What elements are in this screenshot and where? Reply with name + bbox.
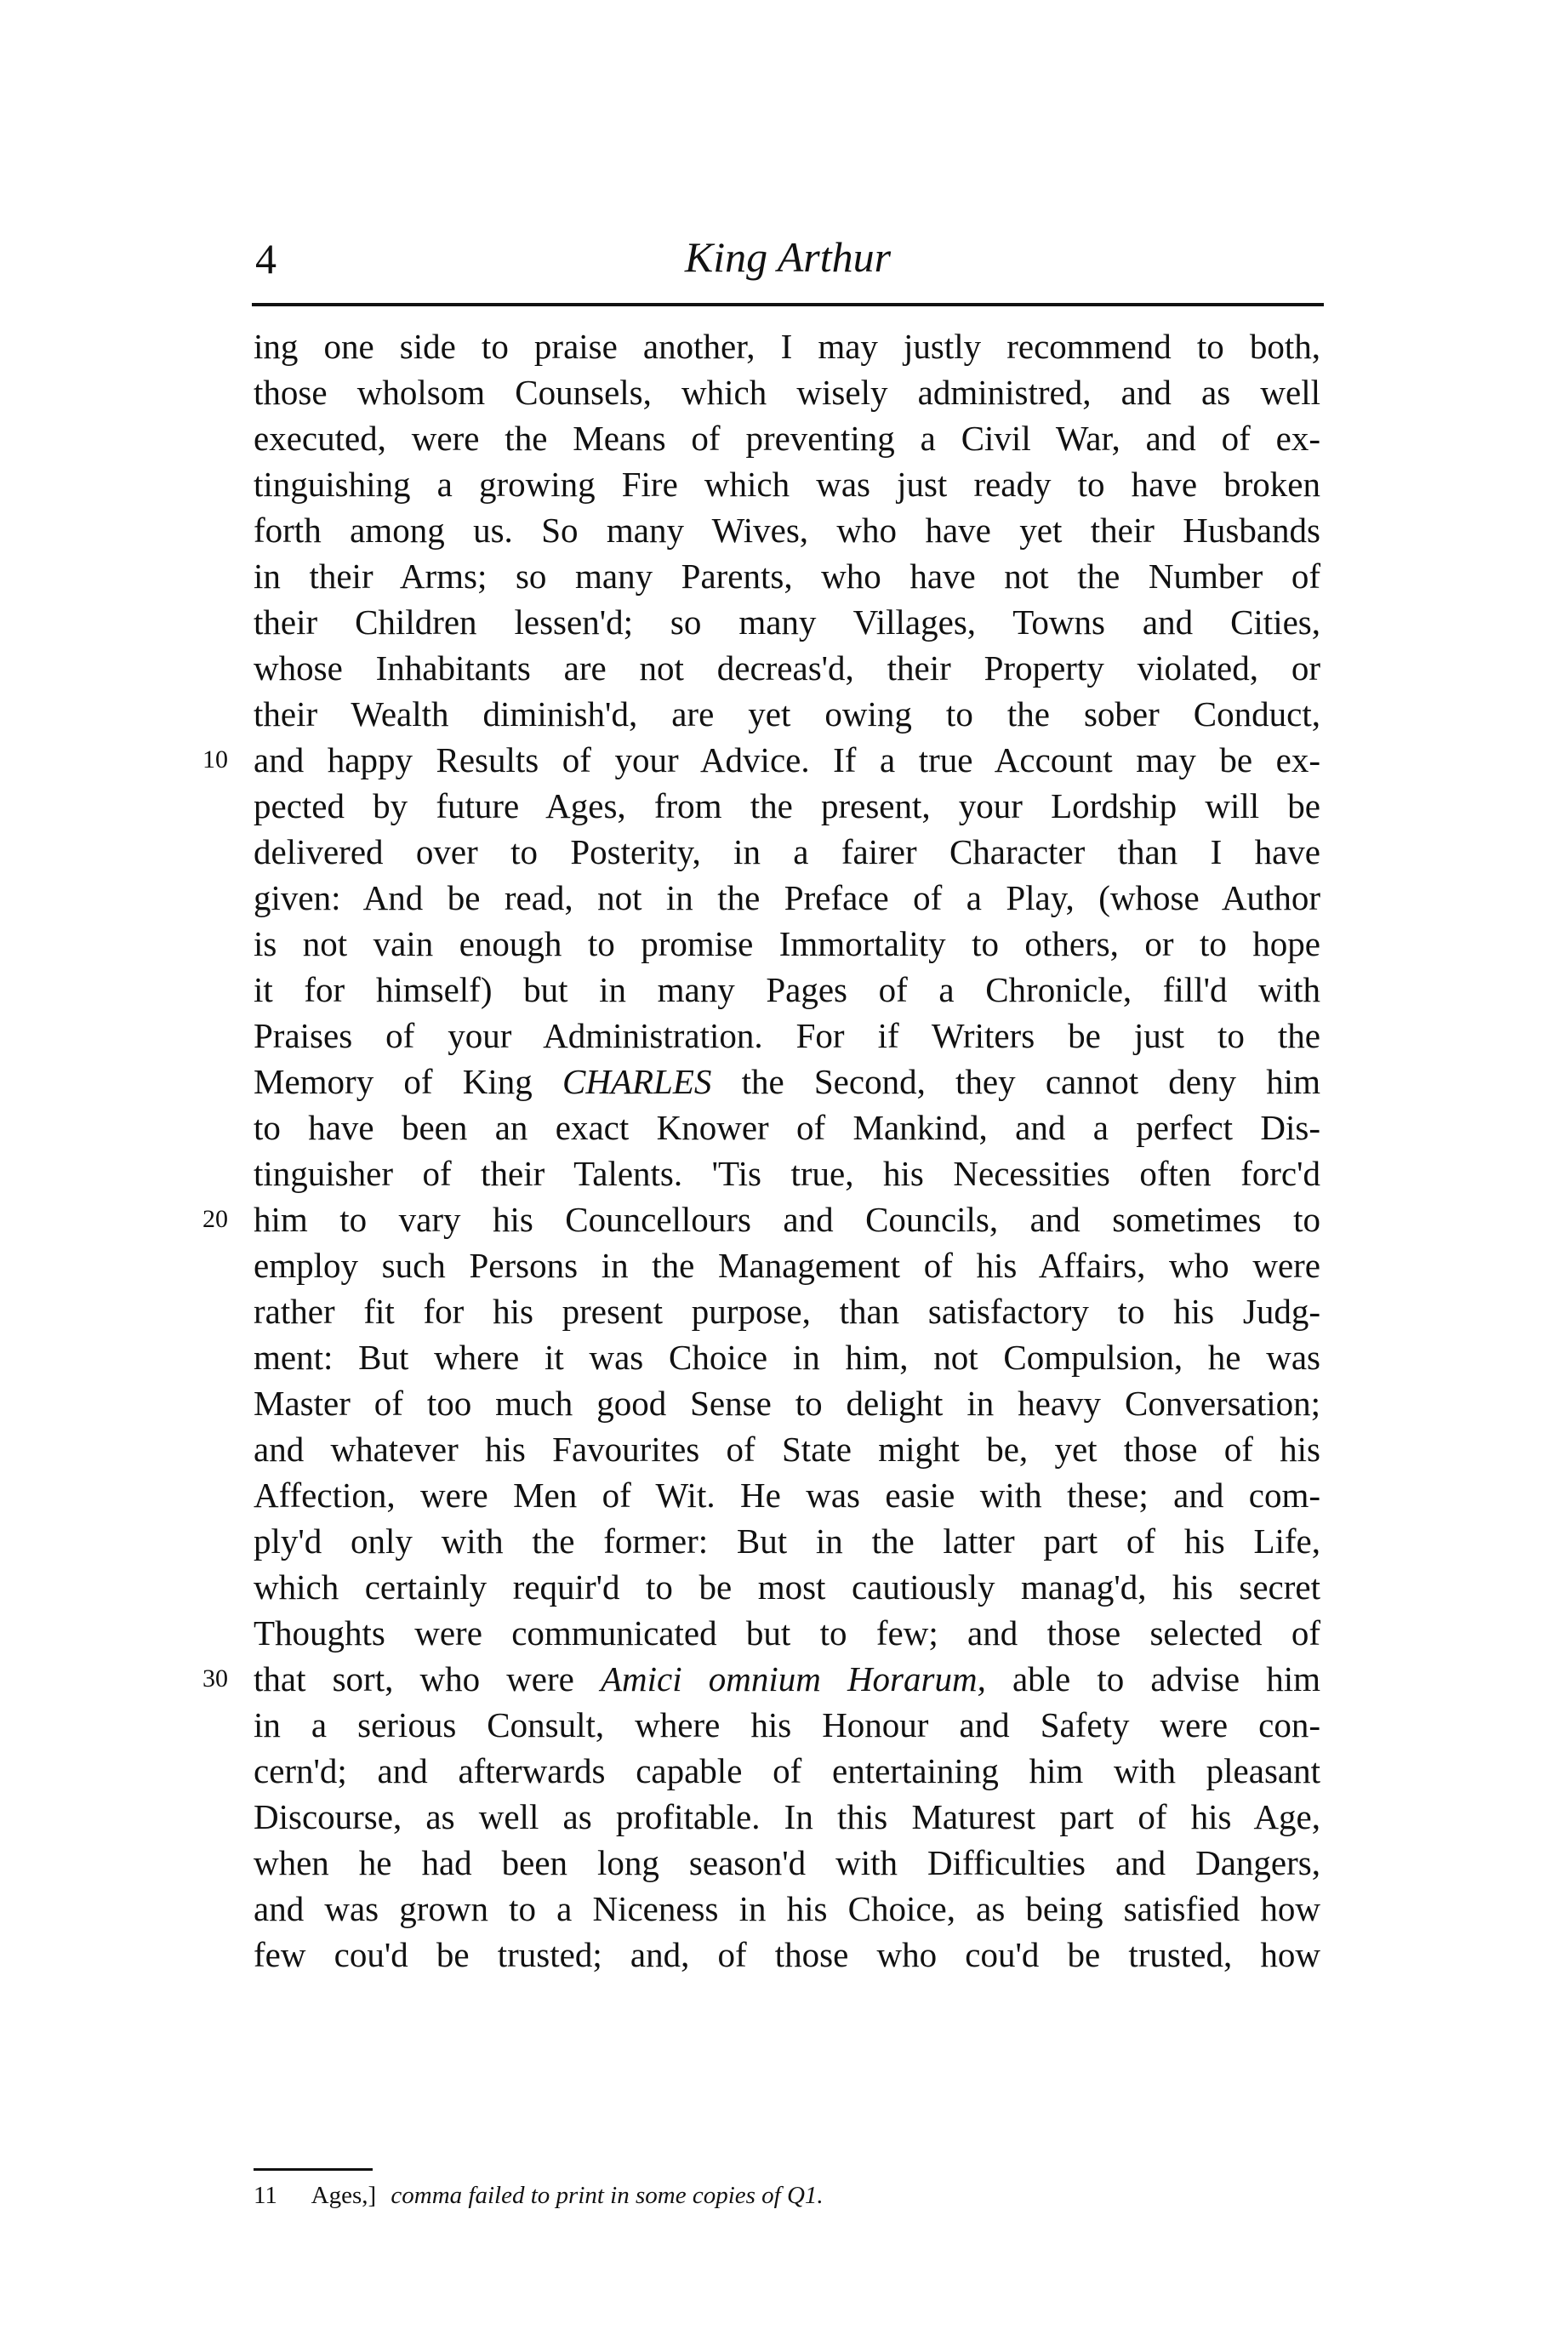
text-line — [254, 1105, 1320, 1150]
text-segment: the Second, they cannot deny him — [711, 1062, 1320, 1101]
line-text — [254, 553, 1320, 599]
line-text — [254, 1242, 1320, 1288]
line-text — [254, 1656, 1320, 1702]
line-text — [254, 1748, 1320, 1794]
text-line — [254, 1288, 1320, 1334]
line-text — [254, 1702, 1320, 1748]
text-segment: few cou'd be trusted; and, of those who cou'd be trusted, how — [254, 1935, 1320, 1974]
line-text — [254, 1059, 1320, 1105]
text-segment: Memory of King — [254, 1062, 562, 1101]
text-line — [254, 1840, 1320, 1886]
line-text — [254, 1518, 1320, 1564]
text-segment: and happy Results of your Advice. If a true Account may be ex- — [254, 740, 1320, 779]
text-line — [254, 369, 1320, 415]
text-segment: tinguisher of their Talents. 'Tis true, his Necessities often forc'd — [254, 1154, 1320, 1193]
line-text — [254, 829, 1320, 875]
line-text — [254, 1334, 1320, 1380]
text-segment: him to vary his Councellours and Councils, and sometimes to — [254, 1200, 1320, 1239]
text-segment: given: And be read, not in the Preface of a Play, (whose Author — [254, 878, 1320, 917]
text-line — [254, 553, 1320, 599]
text-segment: and whatever his Favourites of State might be, yet those of his — [254, 1430, 1320, 1469]
text-segment: it for himself) but in many Pages of a Chronicle, fill'd with — [254, 970, 1320, 1009]
line-text — [254, 1196, 1320, 1242]
text-segment: in their Arms; so many Parents, who have not the Number of — [254, 557, 1320, 596]
page-header — [252, 228, 1324, 294]
text-segment: executed, were the Means of preventing a Civil War, and of ex- — [254, 419, 1320, 458]
line-text — [254, 599, 1320, 645]
text-segment: that sort, who were — [254, 1659, 601, 1698]
line-text — [254, 921, 1320, 967]
footnote — [254, 2178, 1274, 2212]
text-segment: forth among us. So many Wives, who have yet their Husbands — [254, 511, 1320, 550]
line-text — [254, 737, 1320, 783]
text-line — [254, 1794, 1320, 1840]
text-segment: Thoughts were communicated but to few; and those selected of — [254, 1613, 1320, 1653]
text-line — [254, 1150, 1320, 1196]
line-text — [254, 1564, 1320, 1610]
text-segment: and was grown to a Niceness in his Choice, as being satisfied how — [254, 1889, 1320, 1928]
line-text — [254, 1105, 1320, 1150]
text-segment: rather fit for his present purpose, than satisfactory to his Judg- — [254, 1292, 1320, 1331]
line-text — [254, 461, 1320, 507]
line-text — [254, 967, 1320, 1013]
running-title: King Arthur — [684, 233, 892, 281]
text-segment: employ such Persons in the Management of his Affairs, who were — [254, 1246, 1320, 1285]
text-line — [254, 645, 1320, 691]
text-segment: ing one side to praise another, I may justly recommend to both, — [254, 327, 1320, 366]
text-line — [202, 1196, 1320, 1242]
text-segment: in a serious Consult, where his Honour and Safety were con- — [254, 1705, 1320, 1744]
line-text — [254, 1288, 1320, 1334]
text-line — [254, 1472, 1320, 1518]
page-number: 4 — [255, 235, 277, 283]
header-rule — [252, 303, 1324, 306]
italic-text-segment: CHARLES — [562, 1062, 712, 1101]
text-segment: to have been an exact Knower of Mankind, and a perfect Dis- — [254, 1108, 1320, 1147]
line-text — [254, 1426, 1320, 1472]
italic-text-segment: Amici omnium Horarum, — [600, 1659, 986, 1698]
text-segment: their Children lessen'd; so many Villages, Towns and Cities, — [254, 602, 1320, 642]
line-number: 30 — [202, 1664, 228, 1693]
text-line — [202, 1656, 1320, 1702]
footnote-note: comma failed to print in some copies of Q1. — [391, 2182, 824, 2209]
body-text — [202, 323, 1320, 1978]
text-segment: is not vain enough to promise Immortality to others, or to hope — [254, 924, 1320, 963]
text-line — [254, 967, 1320, 1013]
line-text — [254, 1472, 1320, 1518]
text-segment: cern'd; and afterwards capable of entertaining him with pleasant — [254, 1751, 1320, 1790]
text-line — [254, 1013, 1320, 1059]
text-line — [254, 507, 1320, 553]
line-text — [254, 507, 1320, 553]
text-line — [254, 1380, 1320, 1426]
line-text — [254, 1794, 1320, 1840]
text-line — [254, 1334, 1320, 1380]
line-text — [254, 1840, 1320, 1886]
text-segment: Discourse, as well as profitable. In this Maturest part of his Age, — [254, 1797, 1320, 1836]
text-segment: Master of too much good Sense to delight in heavy Conversation; — [254, 1384, 1320, 1423]
text-segment: their Wealth diminish'd, are yet owing to the sober Conduct, — [254, 694, 1320, 734]
line-text — [254, 323, 1320, 369]
footnote-rule — [254, 2168, 373, 2171]
text-line — [254, 829, 1320, 875]
text-line — [254, 1564, 1320, 1610]
text-line — [254, 599, 1320, 645]
text-line — [254, 1886, 1320, 1932]
line-text — [254, 875, 1320, 921]
text-segment: when he had been long season'd with Difficulties and Dangers, — [254, 1843, 1320, 1882]
line-text — [254, 691, 1320, 737]
line-text — [254, 415, 1320, 461]
text-segment: Affection, were Men of Wit. He was easie with these; and com- — [254, 1476, 1320, 1515]
text-line — [254, 1518, 1320, 1564]
text-line — [254, 875, 1320, 921]
text-segment: able to advise him — [985, 1659, 1320, 1698]
text-line — [254, 921, 1320, 967]
text-segment: pected by future Ages, from the present, your Lordship will be — [254, 786, 1320, 825]
text-line — [202, 737, 1320, 783]
line-text — [254, 1932, 1320, 1978]
line-text — [254, 1610, 1320, 1656]
footnote-line-number: 11 — [254, 2182, 277, 2209]
text-segment: which certainly requir'd to be most cautiously manag'd, his secret — [254, 1567, 1320, 1607]
text-line — [254, 415, 1320, 461]
text-line — [254, 1426, 1320, 1472]
line-text — [254, 783, 1320, 829]
text-segment: ment: But where it was Choice in him, not Compulsion, he was — [254, 1338, 1320, 1377]
line-text — [254, 1380, 1320, 1426]
text-line — [254, 1932, 1320, 1978]
text-segment: whose Inhabitants are not decreas'd, their Property violated, or — [254, 648, 1320, 688]
text-line — [254, 783, 1320, 829]
text-line — [254, 323, 1320, 369]
line-text — [254, 369, 1320, 415]
footnote-lemma: Ages,] — [311, 2182, 377, 2209]
text-line — [254, 1702, 1320, 1748]
text-segment: Praises of your Administration. For if Writers be just to the — [254, 1016, 1320, 1055]
text-segment: those wholsom Counsels, which wisely administred, and as well — [254, 373, 1320, 412]
text-line — [254, 1242, 1320, 1288]
line-text — [254, 1013, 1320, 1059]
text-line — [254, 1059, 1320, 1105]
line-number: 20 — [202, 1205, 228, 1233]
text-line — [254, 691, 1320, 737]
line-text — [254, 645, 1320, 691]
text-segment: delivered over to Posterity, in a fairer Character than I have — [254, 832, 1320, 871]
text-segment: tinguishing a growing Fire which was just ready to have broken — [254, 465, 1320, 504]
line-text — [254, 1886, 1320, 1932]
line-number: 10 — [202, 745, 228, 774]
text-line — [254, 1610, 1320, 1656]
text-line — [254, 461, 1320, 507]
text-line — [254, 1748, 1320, 1794]
line-text — [254, 1150, 1320, 1196]
text-segment: ply'd only with the former: But in the latter part of his Life, — [254, 1521, 1320, 1561]
